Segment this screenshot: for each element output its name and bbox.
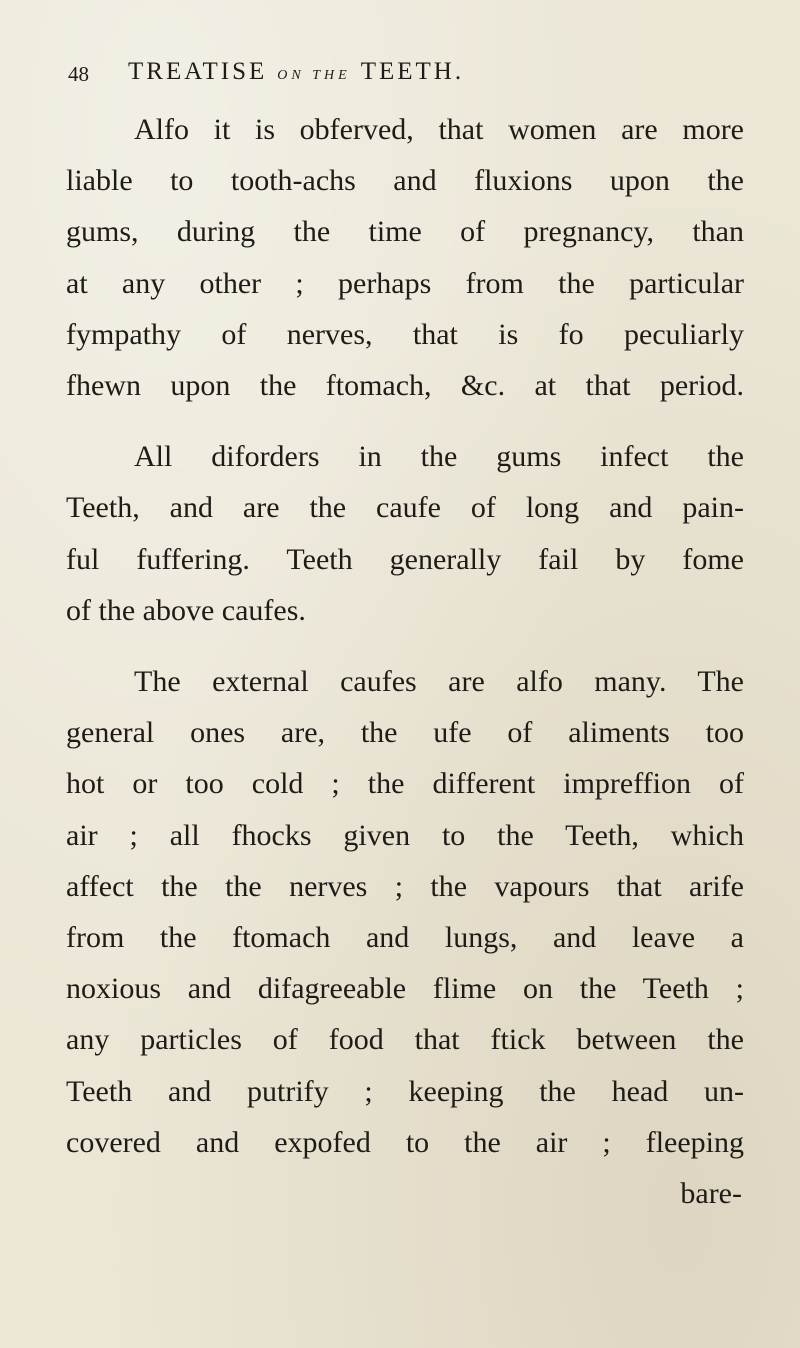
paragraph-external-causes: [66, 656, 744, 1219]
text-line: at any other ; perhaps from the particular: [66, 266, 744, 300]
text-line: The external caufes are alfo many. The: [134, 665, 744, 699]
text-line: Teeth, and are the caufe of long and pain-: [66, 491, 744, 525]
text-line: affect the the nerves ; the vapours that arife: [66, 869, 744, 903]
running-title-word-teeth: TEETH.: [360, 58, 465, 85]
text-line: from the ftomach and lungs, and leave a: [66, 921, 744, 955]
text-line: All diforders in the gums infect the: [134, 440, 744, 474]
text-line: hot or too cold ; the different impreffion of: [66, 767, 744, 801]
text-line: fympathy of nerves, that is fo peculiarly: [66, 317, 744, 351]
paragraph-gum-disorders: [66, 431, 744, 636]
page-number: 48: [68, 62, 89, 86]
text-line: general ones are, the ufe of aliments too: [66, 716, 744, 750]
text-line: ful fuffering. Teeth generally fail by fome: [66, 542, 744, 576]
text-line: fhewn upon the ftomach, &c. at that period.: [66, 369, 744, 403]
text-line: air ; all fhocks given to the Teeth, which: [66, 818, 744, 852]
text-line: Teeth and putrify ; keeping the head un-: [66, 1074, 744, 1108]
running-head: [68, 58, 728, 94]
running-title: [128, 58, 464, 86]
paragraph-pregnancy: [66, 104, 744, 411]
running-title-word-on-the: ON THE: [277, 68, 351, 83]
running-title-word-treatise: TREATISE: [128, 58, 268, 85]
text-line: noxious and difagreeable flime on the Teeth ;: [66, 972, 744, 1006]
text-line: covered and expofed to the air ; fleeping: [66, 1125, 744, 1159]
text-line: any particles of food that ftick between the: [66, 1023, 744, 1057]
catchword: bare-: [680, 1177, 742, 1211]
text-line: liable to tooth-achs and fluxions upon the: [66, 164, 744, 198]
text-line: of the above caufes.: [66, 593, 306, 627]
body-text: [66, 104, 744, 1239]
text-line: gums, during the time of pregnancy, than: [66, 215, 744, 249]
text-line: Alfo it is obferved, that women are more: [134, 113, 744, 146]
